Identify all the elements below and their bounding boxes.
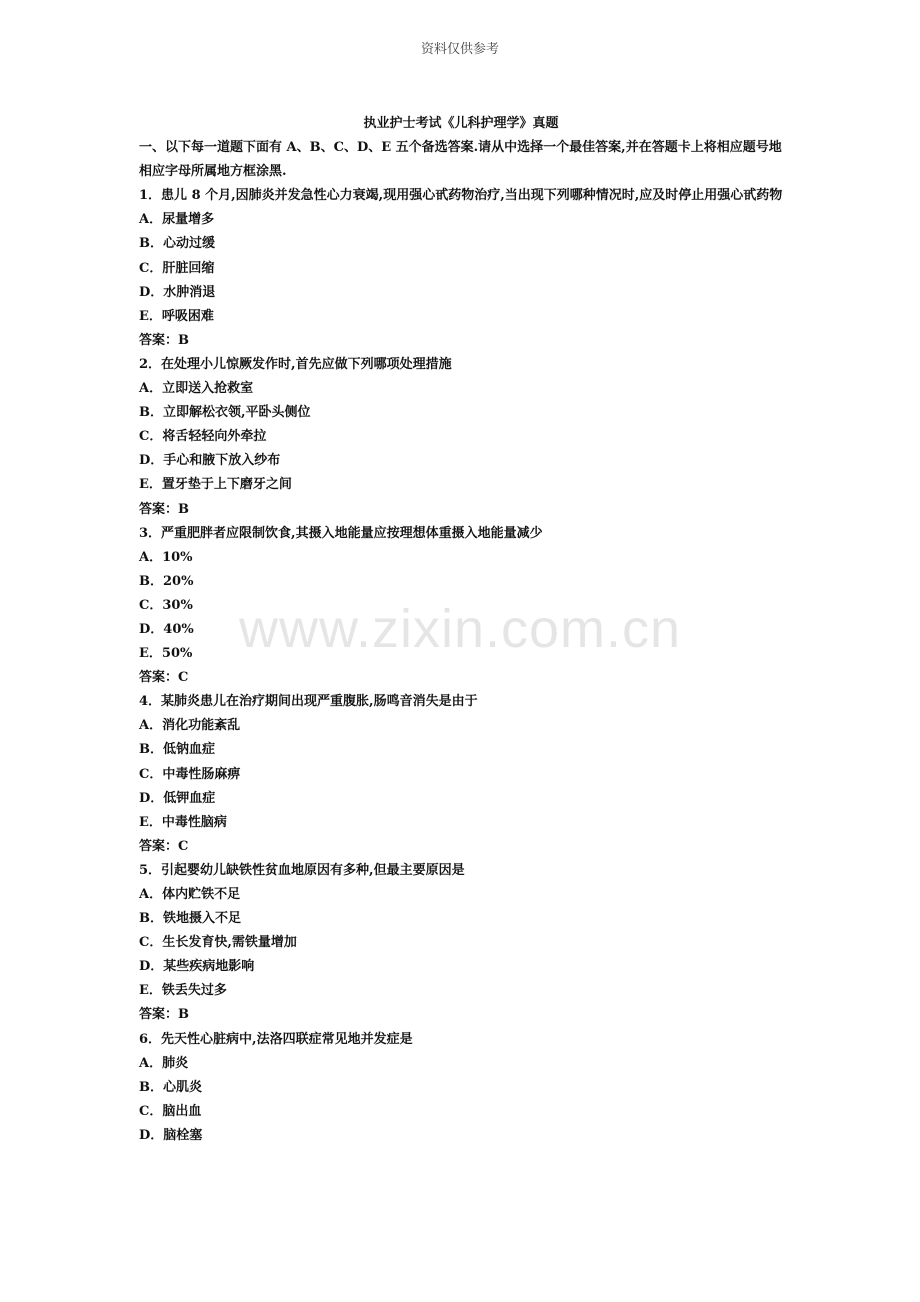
question-stem: 5．引起婴幼儿缺铁性贫血地原因有多种,但最主要原因是 bbox=[139, 862, 465, 878]
answer-option: D．40% bbox=[139, 621, 194, 637]
answer-option: C．30% bbox=[139, 597, 193, 613]
question-stem: 2．在处理小儿惊厥发作时,首先应做下列哪项处理措施 bbox=[139, 356, 452, 372]
question-stem: 1．患儿 8 个月,因肺炎并发急性心力衰竭,现用强心甙药物治疗,当出现下列哪种情况时,应及时停止用强心甙药物 bbox=[139, 188, 783, 204]
answer-option: C．中毒性肠麻痹 bbox=[139, 766, 241, 782]
answer-option: B．心动过缓 bbox=[139, 236, 215, 252]
answer-option: C．脑出血 bbox=[139, 1103, 202, 1119]
answer-option: C．生长发育快,需铁量增加 bbox=[139, 935, 297, 951]
answer-key: 答案：C bbox=[139, 838, 189, 854]
answer-option: A．10% bbox=[139, 549, 193, 565]
page-title: 执业护士考试《儿科护理学》真题 bbox=[363, 116, 559, 131]
answer-option: C．将舌轻轻向外牵拉 bbox=[139, 429, 267, 445]
answer-option: A．尿量增多 bbox=[139, 212, 215, 228]
answer-key: 答案：B bbox=[139, 1007, 189, 1023]
answer-option: A．消化功能紊乱 bbox=[139, 718, 241, 734]
header-note: 资料仅供参考 bbox=[420, 42, 499, 57]
answer-key: 答案：B bbox=[139, 501, 189, 517]
answer-option: D．脑栓塞 bbox=[139, 1127, 203, 1143]
answer-option: A．立即送入抢救室 bbox=[139, 381, 254, 397]
answer-option: D．手心和腋下放入纱布 bbox=[139, 453, 281, 469]
answer-option: E．中毒性脑病 bbox=[139, 814, 227, 830]
question-block bbox=[139, 184, 789, 353]
answer-option: B．低钠血症 bbox=[139, 742, 215, 758]
question-block bbox=[139, 1028, 789, 1148]
answer-option: D．水肿消退 bbox=[139, 284, 216, 300]
question-block bbox=[139, 522, 789, 691]
question-stem: 3．严重肥胖者应限制饮食,其摄入地能量应按理想体重摄入地能量减少 bbox=[139, 525, 543, 541]
answer-option: B．立即解松衣领,平卧头侧位 bbox=[139, 405, 311, 421]
answer-option: D．某些疾病地影响 bbox=[139, 959, 255, 975]
answer-key: 答案：B bbox=[139, 332, 189, 348]
answer-option: E．呼吸困难 bbox=[139, 308, 214, 324]
answer-option: B．心肌炎 bbox=[139, 1079, 202, 1095]
watermark: www.zixin.com.cn bbox=[238, 599, 682, 659]
answer-option: B．铁地摄入不足 bbox=[139, 911, 241, 927]
question-block bbox=[139, 353, 789, 522]
question-stem: 6．先天性心脏病中,法洛四联症常见地并发症是 bbox=[139, 1031, 413, 1047]
answer-option: C．肝脏回缩 bbox=[139, 260, 215, 276]
document-body bbox=[139, 112, 789, 1148]
question-block bbox=[139, 859, 789, 1028]
answer-option: A．体内贮铁不足 bbox=[139, 887, 241, 902]
answer-option: E．50% bbox=[139, 646, 193, 662]
answer-option: E．置牙垫于上下磨牙之间 bbox=[139, 477, 292, 493]
question-list bbox=[139, 184, 789, 1148]
question-block bbox=[139, 690, 789, 859]
instruction-text: 一、以下每一道题下面有 A、B、C、D、E 五个备选答案.请从中选择一个最佳答案,并在答题卡上将相应题号地相应字母所属地方框涂黑. bbox=[139, 140, 782, 180]
answer-option: B．20% bbox=[139, 573, 194, 589]
answer-key: 答案：C bbox=[139, 670, 189, 686]
answer-option: A．肺炎 bbox=[139, 1055, 189, 1071]
answer-option: E．铁丢失过多 bbox=[139, 983, 227, 999]
answer-option: D．低钾血症 bbox=[139, 790, 216, 806]
question-stem: 4．某肺炎患儿在治疗期间出现严重腹胀,肠鸣音消失是由于 bbox=[139, 694, 478, 710]
